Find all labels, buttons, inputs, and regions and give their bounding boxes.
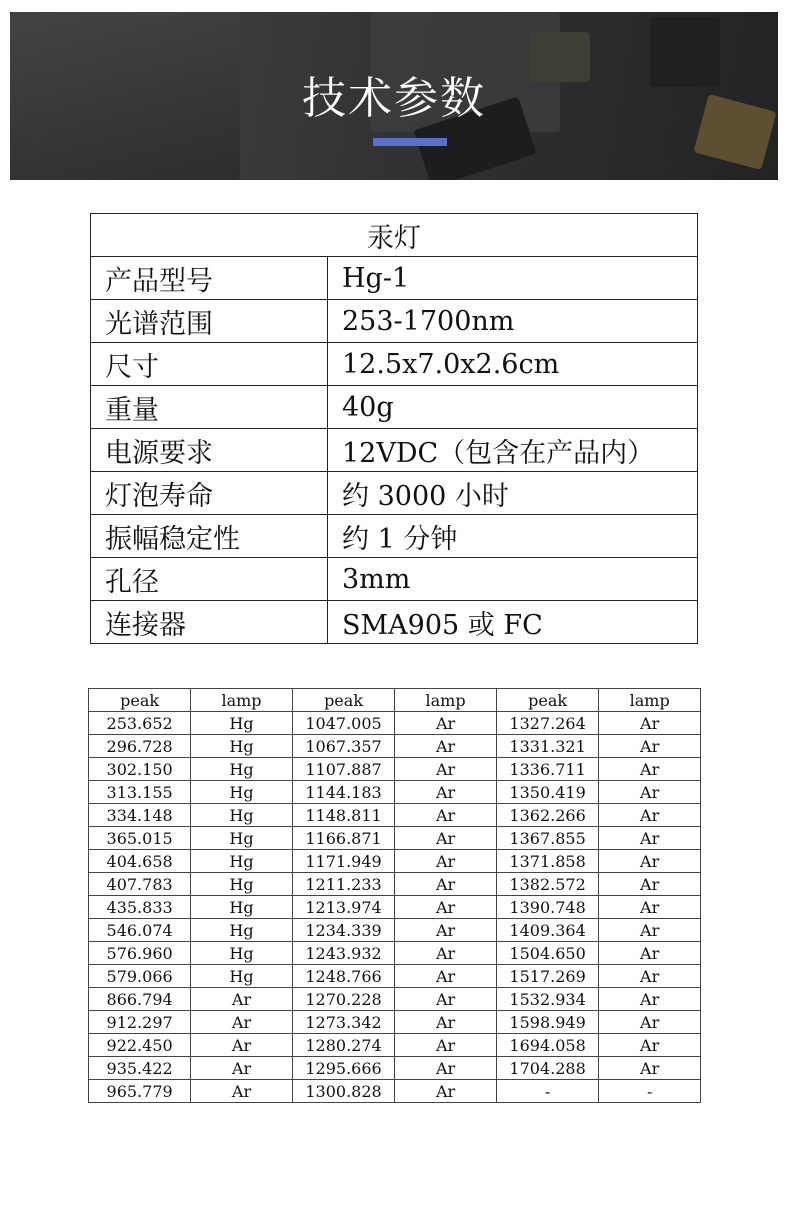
- lamp-cell: Ar: [395, 1011, 497, 1034]
- lamp-cell: Hg: [191, 919, 293, 942]
- lamp-cell: Ar: [395, 1057, 497, 1080]
- table-row: [89, 1011, 701, 1034]
- peak-cell: 1213.974: [292, 896, 394, 919]
- peak-cell: 1336.711: [496, 758, 598, 781]
- lamp-cell: Hg: [191, 712, 293, 735]
- table-row: [89, 850, 701, 873]
- peak-cell: 404.658: [89, 850, 191, 873]
- lamp-cell: Ar: [191, 1034, 293, 1057]
- spec-value: 约 3000 小时: [328, 472, 698, 515]
- title-underline: [373, 138, 447, 146]
- table-row: [89, 873, 701, 896]
- table-header-row: [89, 689, 701, 712]
- lamp-cell: Ar: [599, 988, 701, 1011]
- peak-cell: 1327.264: [496, 712, 598, 735]
- spec-label: 电源要求: [91, 429, 328, 472]
- lamp-cell: Ar: [395, 988, 497, 1011]
- table-row: [89, 919, 701, 942]
- lamp-cell: Ar: [599, 804, 701, 827]
- peak-cell: -: [496, 1080, 598, 1103]
- spec-value: 40g: [328, 386, 698, 429]
- peak-cell: 302.150: [89, 758, 191, 781]
- peak-cell: 1300.828: [292, 1080, 394, 1103]
- spec-title-row: [91, 214, 698, 257]
- spec-table: [90, 213, 698, 644]
- peak-cell: 1504.650: [496, 942, 598, 965]
- peak-cell: 1273.342: [292, 1011, 394, 1034]
- lamp-cell: Hg: [191, 735, 293, 758]
- lamp-cell: Ar: [599, 873, 701, 896]
- peak-cell: 1280.274: [292, 1034, 394, 1057]
- spec-row: [91, 601, 698, 644]
- spec-row: [91, 558, 698, 601]
- lamp-cell: Ar: [395, 965, 497, 988]
- lamp-cell: Ar: [395, 758, 497, 781]
- table-row: [89, 965, 701, 988]
- peak-cell: 1248.766: [292, 965, 394, 988]
- lamp-cell: Ar: [599, 1034, 701, 1057]
- lamp-cell: Ar: [599, 827, 701, 850]
- lamp-cell: Ar: [395, 1034, 497, 1057]
- column-header: peak: [292, 689, 394, 712]
- table-row: [89, 896, 701, 919]
- peak-cell: 1382.572: [496, 873, 598, 896]
- lamp-cell: Hg: [191, 804, 293, 827]
- peak-cell: 922.450: [89, 1034, 191, 1057]
- lamp-cell: Ar: [599, 850, 701, 873]
- lamp-cell: Ar: [599, 758, 701, 781]
- spec-row: [91, 515, 698, 558]
- peak-cell: 1234.339: [292, 919, 394, 942]
- spec-row: [91, 300, 698, 343]
- lamp-cell: Hg: [191, 873, 293, 896]
- peak-cell: 1144.183: [292, 781, 394, 804]
- lamp-cell: Hg: [191, 781, 293, 804]
- column-header: peak: [89, 689, 191, 712]
- lamp-cell: Ar: [395, 942, 497, 965]
- lamp-cell: Ar: [395, 781, 497, 804]
- lamp-cell: Ar: [599, 1057, 701, 1080]
- peak-cell: 407.783: [89, 873, 191, 896]
- peak-cell: 1067.357: [292, 735, 394, 758]
- peak-cell: 1243.932: [292, 942, 394, 965]
- table-row: [89, 758, 701, 781]
- lamp-cell: Ar: [395, 1080, 497, 1103]
- table-row: [89, 942, 701, 965]
- spec-row: [91, 472, 698, 515]
- column-header: lamp: [395, 689, 497, 712]
- peak-cell: 1211.233: [292, 873, 394, 896]
- lamp-cell: Ar: [599, 896, 701, 919]
- table-row: [89, 781, 701, 804]
- page-title: 技术参数: [302, 73, 486, 124]
- peak-cell: 334.148: [89, 804, 191, 827]
- peak-cell: 1295.666: [292, 1057, 394, 1080]
- column-header: lamp: [191, 689, 293, 712]
- lamp-cell: Ar: [395, 873, 497, 896]
- peak-cell: 1148.811: [292, 804, 394, 827]
- peak-cell: 579.066: [89, 965, 191, 988]
- spec-label: 光谱范围: [91, 300, 328, 343]
- table-row: [89, 712, 701, 735]
- spec-value: 12.5x7.0x2.6cm: [328, 343, 698, 386]
- table-row: [89, 1080, 701, 1103]
- spec-row: [91, 257, 698, 300]
- peak-cell: 1694.058: [496, 1034, 598, 1057]
- peak-cell: 313.155: [89, 781, 191, 804]
- peak-cell: 365.015: [89, 827, 191, 850]
- peak-cell: 935.422: [89, 1057, 191, 1080]
- spec-value: 3mm: [328, 558, 698, 601]
- peak-cell: 1517.269: [496, 965, 598, 988]
- peak-cell: 1390.748: [496, 896, 598, 919]
- spec-value: Hg-1: [328, 257, 698, 300]
- peak-cell: 1166.871: [292, 827, 394, 850]
- table-row: [89, 1034, 701, 1057]
- peak-cell: 1331.321: [496, 735, 598, 758]
- lamp-cell: Ar: [599, 942, 701, 965]
- spec-label: 孔径: [91, 558, 328, 601]
- peak-cell: 1409.364: [496, 919, 598, 942]
- spec-label: 灯泡寿命: [91, 472, 328, 515]
- lamp-cell: Ar: [599, 712, 701, 735]
- peak-cell: 1367.855: [496, 827, 598, 850]
- lamp-cell: Ar: [395, 804, 497, 827]
- table-row: [89, 804, 701, 827]
- peak-cell: 1371.858: [496, 850, 598, 873]
- lamp-cell: Ar: [599, 919, 701, 942]
- lamp-cell: Hg: [191, 827, 293, 850]
- lamp-cell: Ar: [599, 781, 701, 804]
- peak-cell: 1171.949: [292, 850, 394, 873]
- peak-cell: 1598.949: [496, 1011, 598, 1034]
- lamp-cell: Hg: [191, 758, 293, 781]
- table-row: [89, 735, 701, 758]
- header-banner: [10, 12, 778, 180]
- spec-label: 产品型号: [91, 257, 328, 300]
- lamp-cell: Ar: [191, 1057, 293, 1080]
- peak-cell: 435.833: [89, 896, 191, 919]
- peak-cell: 912.297: [89, 1011, 191, 1034]
- lamp-cell: Hg: [191, 896, 293, 919]
- lamp-cell: Ar: [599, 735, 701, 758]
- spec-value: 约 1 分钟: [328, 515, 698, 558]
- peak-cell: 1704.288: [496, 1057, 598, 1080]
- lamp-cell: Ar: [395, 896, 497, 919]
- lamp-cell: Hg: [191, 850, 293, 873]
- lamp-cell: Ar: [599, 1011, 701, 1034]
- table-row: [89, 827, 701, 850]
- peak-cell: 1107.887: [292, 758, 394, 781]
- spec-value: 253-1700nm: [328, 300, 698, 343]
- column-header: peak: [496, 689, 598, 712]
- spec-label: 尺寸: [91, 343, 328, 386]
- spec-row: [91, 386, 698, 429]
- column-header: lamp: [599, 689, 701, 712]
- table-row: [89, 1057, 701, 1080]
- lamp-cell: Ar: [191, 1011, 293, 1034]
- peak-cell: 1270.228: [292, 988, 394, 1011]
- spec-label: 振幅稳定性: [91, 515, 328, 558]
- peak-cell: 546.074: [89, 919, 191, 942]
- lamp-cell: Ar: [395, 735, 497, 758]
- lamp-cell: Ar: [191, 1080, 293, 1103]
- peak-cell: 1350.419: [496, 781, 598, 804]
- lamp-cell: Hg: [191, 965, 293, 988]
- peak-cell: 1532.934: [496, 988, 598, 1011]
- lamp-cell: Ar: [395, 919, 497, 942]
- lamp-cell: Ar: [395, 850, 497, 873]
- spec-label: 连接器: [91, 601, 328, 644]
- spec-row: [91, 343, 698, 386]
- lamp-cell: -: [599, 1080, 701, 1103]
- lamp-cell: Ar: [395, 712, 497, 735]
- peak-cell: 1047.005: [292, 712, 394, 735]
- table-row: [89, 988, 701, 1011]
- peak-cell: 296.728: [89, 735, 191, 758]
- peak-cell: 965.779: [89, 1080, 191, 1103]
- spectral-lines-table: [88, 688, 701, 1103]
- spec-label: 重量: [91, 386, 328, 429]
- spec-value: SMA905 或 FC: [328, 601, 698, 644]
- lamp-cell: Ar: [395, 827, 497, 850]
- peak-cell: 576.960: [89, 942, 191, 965]
- lamp-cell: Ar: [191, 988, 293, 1011]
- spec-title: 汞灯: [91, 214, 698, 257]
- peak-cell: 866.794: [89, 988, 191, 1011]
- spec-value: 12VDC（包含在产品内）: [328, 429, 698, 472]
- peak-cell: 1362.266: [496, 804, 598, 827]
- lamp-cell: Hg: [191, 942, 293, 965]
- peak-cell: 253.652: [89, 712, 191, 735]
- spec-row: [91, 429, 698, 472]
- lamp-cell: Ar: [599, 965, 701, 988]
